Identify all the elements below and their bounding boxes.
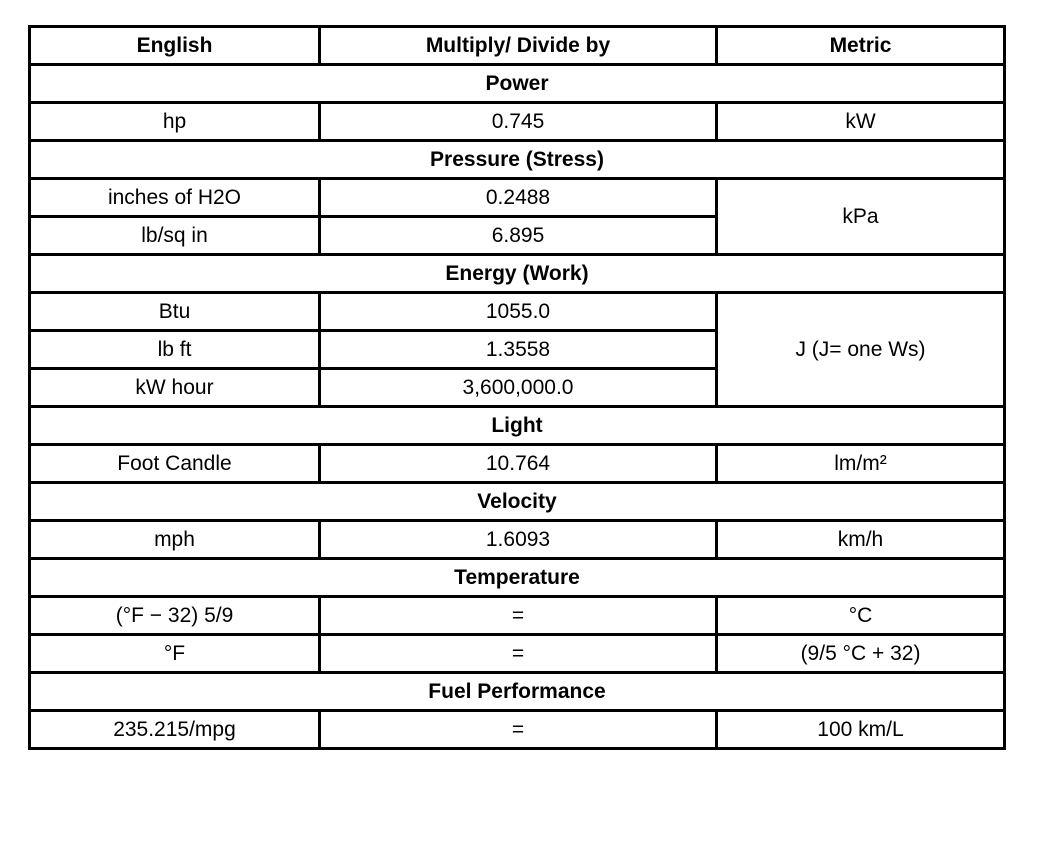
metric-unit-cell: °C — [717, 597, 1005, 635]
english-unit-cell: lb ft — [30, 331, 320, 369]
factor-cell: = — [320, 597, 717, 635]
metric-unit-cell: (9/5 °C + 32) — [717, 635, 1005, 673]
table-row — [30, 711, 1005, 749]
english-unit-cell: Btu — [30, 293, 320, 331]
factor-cell: 6.895 — [320, 217, 717, 255]
english-unit-cell: kW hour — [30, 369, 320, 407]
metric-unit-cell: kPa — [717, 179, 1005, 255]
section-row-light — [30, 407, 1005, 445]
header-english: English — [30, 27, 320, 65]
section-title-power: Power — [30, 65, 1005, 103]
section-title-energy: Energy (Work) — [30, 255, 1005, 293]
factor-cell: 0.2488 — [320, 179, 717, 217]
section-title-pressure: Pressure (Stress) — [30, 141, 1005, 179]
english-unit-cell: (°F − 32) 5/9 — [30, 597, 320, 635]
factor-cell: = — [320, 635, 717, 673]
english-unit-cell: °F — [30, 635, 320, 673]
factor-cell: = — [320, 711, 717, 749]
section-row-velocity — [30, 483, 1005, 521]
table-row — [30, 103, 1005, 141]
metric-unit-cell: 100 km/L — [717, 711, 1005, 749]
factor-cell: 3,600,000.0 — [320, 369, 717, 407]
factor-cell: 10.764 — [320, 445, 717, 483]
table-row — [30, 521, 1005, 559]
section-title-temperature: Temperature — [30, 559, 1005, 597]
english-unit-cell: hp — [30, 103, 320, 141]
section-title-fuel: Fuel Performance — [30, 673, 1005, 711]
section-row-temperature — [30, 559, 1005, 597]
section-title-light: Light — [30, 407, 1005, 445]
english-unit-cell: inches of H2O — [30, 179, 320, 217]
english-unit-cell: mph — [30, 521, 320, 559]
table-row — [30, 293, 1005, 331]
factor-cell: 1055.0 — [320, 293, 717, 331]
table-row — [30, 445, 1005, 483]
unit-conversion-table — [28, 25, 1006, 750]
section-row-pressure — [30, 141, 1005, 179]
english-unit-cell: 235.215/mpg — [30, 711, 320, 749]
metric-unit-cell: J (J= one Ws) — [717, 293, 1005, 407]
metric-unit-cell: km/h — [717, 521, 1005, 559]
header-row — [30, 27, 1005, 65]
table-row — [30, 635, 1005, 673]
metric-unit-cell: kW — [717, 103, 1005, 141]
factor-cell: 1.6093 — [320, 521, 717, 559]
metric-unit-cell: lm/m² — [717, 445, 1005, 483]
section-row-fuel — [30, 673, 1005, 711]
factor-cell: 1.3558 — [320, 331, 717, 369]
factor-cell: 0.745 — [320, 103, 717, 141]
section-row-energy — [30, 255, 1005, 293]
table-row — [30, 597, 1005, 635]
section-title-velocity: Velocity — [30, 483, 1005, 521]
header-factor: Multiply/ Divide by — [320, 27, 717, 65]
header-metric: Metric — [717, 27, 1005, 65]
english-unit-cell: Foot Candle — [30, 445, 320, 483]
section-row-power — [30, 65, 1005, 103]
table-row — [30, 179, 1005, 217]
english-unit-cell: lb/sq in — [30, 217, 320, 255]
